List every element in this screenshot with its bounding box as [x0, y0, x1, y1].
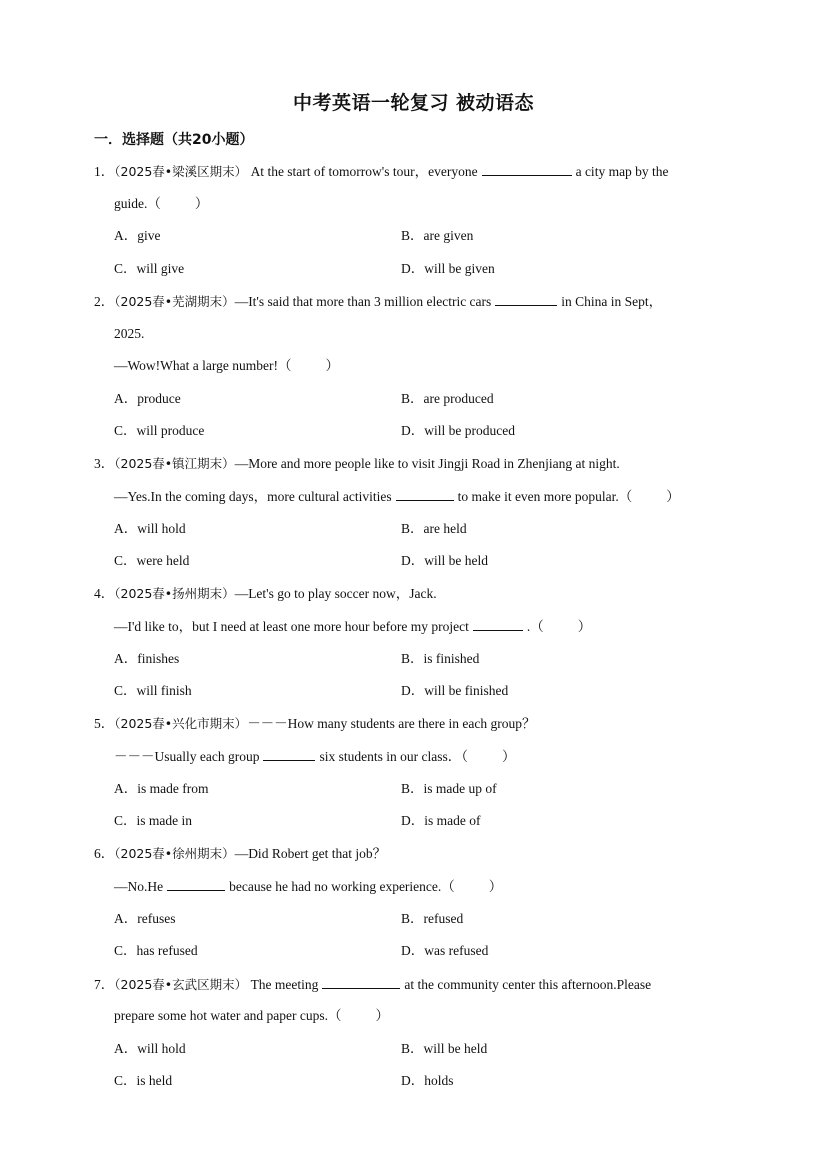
option-a[interactable]: A．finishes: [114, 651, 180, 666]
option-d[interactable]: D．will be given: [401, 261, 495, 276]
question-reply-tail: six students in our class．（: [319, 749, 468, 764]
question-stem-tail: a city map by the: [575, 164, 669, 179]
question-2: [94, 291, 662, 311]
question-3-reply: [114, 486, 680, 506]
option-d[interactable]: D．is made of: [401, 813, 481, 828]
paren-close: ）: [488, 879, 503, 894]
question-2-reply: [114, 356, 339, 376]
question-number: 2．: [94, 294, 115, 309]
option-d[interactable]: D．will be held: [401, 553, 488, 568]
option-b[interactable]: B．are produced: [401, 391, 494, 406]
question-stem: －－－How many students are there in each group？: [247, 716, 536, 731]
question-stem-cont: prepare some hot water and paper cups.（: [114, 1008, 342, 1023]
option-c[interactable]: C．will produce: [114, 423, 205, 438]
paren-close: ）: [325, 358, 339, 373]
answer-blank[interactable]: [482, 161, 572, 176]
question-number: 6．: [94, 846, 115, 861]
option-d[interactable]: D．will be finished: [401, 683, 509, 698]
question-number: 5．: [94, 716, 115, 731]
option-c[interactable]: C．were held: [114, 553, 190, 568]
option-d[interactable]: D．was refused: [401, 943, 489, 958]
question-reply-text: —I'd like to，but I need at least one more hour before my project: [114, 619, 469, 634]
question-source: （2025春•镇江期末）: [114, 456, 235, 471]
option-b[interactable]: B．is finished: [401, 651, 480, 666]
question-7: [94, 974, 651, 994]
option-a[interactable]: A．produce: [114, 391, 181, 406]
question-source: （2025春•兴化市期末）: [114, 716, 248, 731]
option-a[interactable]: A．refuses: [114, 911, 176, 926]
page-title: 中考英语一轮复习 被动语态: [292, 92, 535, 114]
question-4: [94, 584, 437, 604]
question-source: （2025春•芜湖期末）: [114, 294, 235, 309]
question-reply-text: —Wow!What a large number!（: [114, 358, 292, 373]
question-number: 3．: [94, 456, 115, 471]
question-6-reply: [114, 876, 502, 896]
option-a[interactable]: A．will hold: [114, 521, 186, 536]
question-stem: —It's said that more than 3 million electric cars: [234, 294, 492, 309]
question-stem: —More and more people like to visit Jingji Road in Zhenjiang at night.: [234, 456, 620, 471]
question-stem: —Did Robert get that job？: [234, 846, 387, 861]
option-b[interactable]: B．are held: [401, 521, 467, 536]
option-a[interactable]: A．is made from: [114, 781, 209, 796]
option-b[interactable]: B．refused: [401, 911, 464, 926]
question-stem: At the start of tomorrow's tour，everyone: [250, 164, 478, 179]
question-source: （2025春•徐州期末）: [114, 846, 235, 861]
paren-close: ）: [666, 489, 680, 504]
option-a[interactable]: A．give: [114, 228, 161, 243]
question-source: （2025春•梁溪区期末）: [114, 164, 248, 179]
question-stem: —Let's go to play soccer now，Jack.: [234, 586, 437, 601]
question-reply-tail: to make it even more popular.（: [457, 489, 633, 504]
option-c[interactable]: C．has refused: [114, 943, 198, 958]
question-5: [94, 714, 536, 734]
question-reply-tail: because he had no working experience.（: [229, 879, 455, 894]
option-b[interactable]: B．is made up of: [401, 781, 497, 796]
question-number: 1．: [94, 164, 115, 179]
option-c[interactable]: C．is held: [114, 1073, 173, 1088]
question-source: （2025春•扬州期末）: [114, 586, 235, 601]
option-b[interactable]: B．are given: [401, 228, 474, 243]
paren-close: ）: [577, 619, 592, 634]
question-stem-tail: at the community center this afternoon.Please: [404, 977, 652, 992]
question-2-cont: 2025.: [114, 326, 145, 341]
question-6: [94, 844, 386, 864]
question-stem-tail: in China in Sept，: [561, 294, 663, 309]
option-b[interactable]: B．will be held: [401, 1041, 488, 1056]
paren-close: ）: [375, 1008, 390, 1023]
answer-blank[interactable]: [473, 616, 523, 631]
answer-blank[interactable]: [167, 876, 225, 891]
paren-close: ）: [501, 749, 516, 764]
question-source: （2025春•玄武区期末）: [114, 977, 248, 992]
question-7-cont: [114, 1006, 389, 1026]
question-stem: The meeting: [250, 977, 319, 992]
question-reply-text: —Yes.In the coming days，more cultural activities: [114, 489, 392, 504]
option-d[interactable]: D．holds: [401, 1073, 454, 1088]
option-c[interactable]: C．will give: [114, 261, 185, 276]
question-number: 4．: [94, 586, 115, 601]
answer-blank[interactable]: [322, 974, 400, 989]
question-reply-tail: .（: [526, 619, 544, 634]
option-c[interactable]: C．will finish: [114, 683, 192, 698]
answer-blank[interactable]: [495, 291, 557, 306]
option-a[interactable]: A．will hold: [114, 1041, 186, 1056]
answer-blank[interactable]: [396, 486, 454, 501]
question-1-cont: [114, 194, 208, 214]
section-heading: 一．选择题（共20小题）: [94, 132, 254, 148]
answer-blank[interactable]: [263, 746, 315, 761]
question-number: 7．: [94, 977, 115, 992]
question-stem-cont: guide.（: [114, 196, 161, 211]
question-reply-text: －－－Usually each group: [114, 749, 260, 764]
question-4-reply: [114, 616, 591, 636]
question-3: [94, 454, 620, 474]
option-c[interactable]: C．is made in: [114, 813, 192, 828]
question-5-reply: [114, 746, 515, 766]
question-1: [94, 161, 669, 181]
question-reply-text: —No.He: [114, 879, 164, 894]
paren-close: ）: [194, 196, 209, 211]
option-d[interactable]: D．will be produced: [401, 423, 515, 438]
